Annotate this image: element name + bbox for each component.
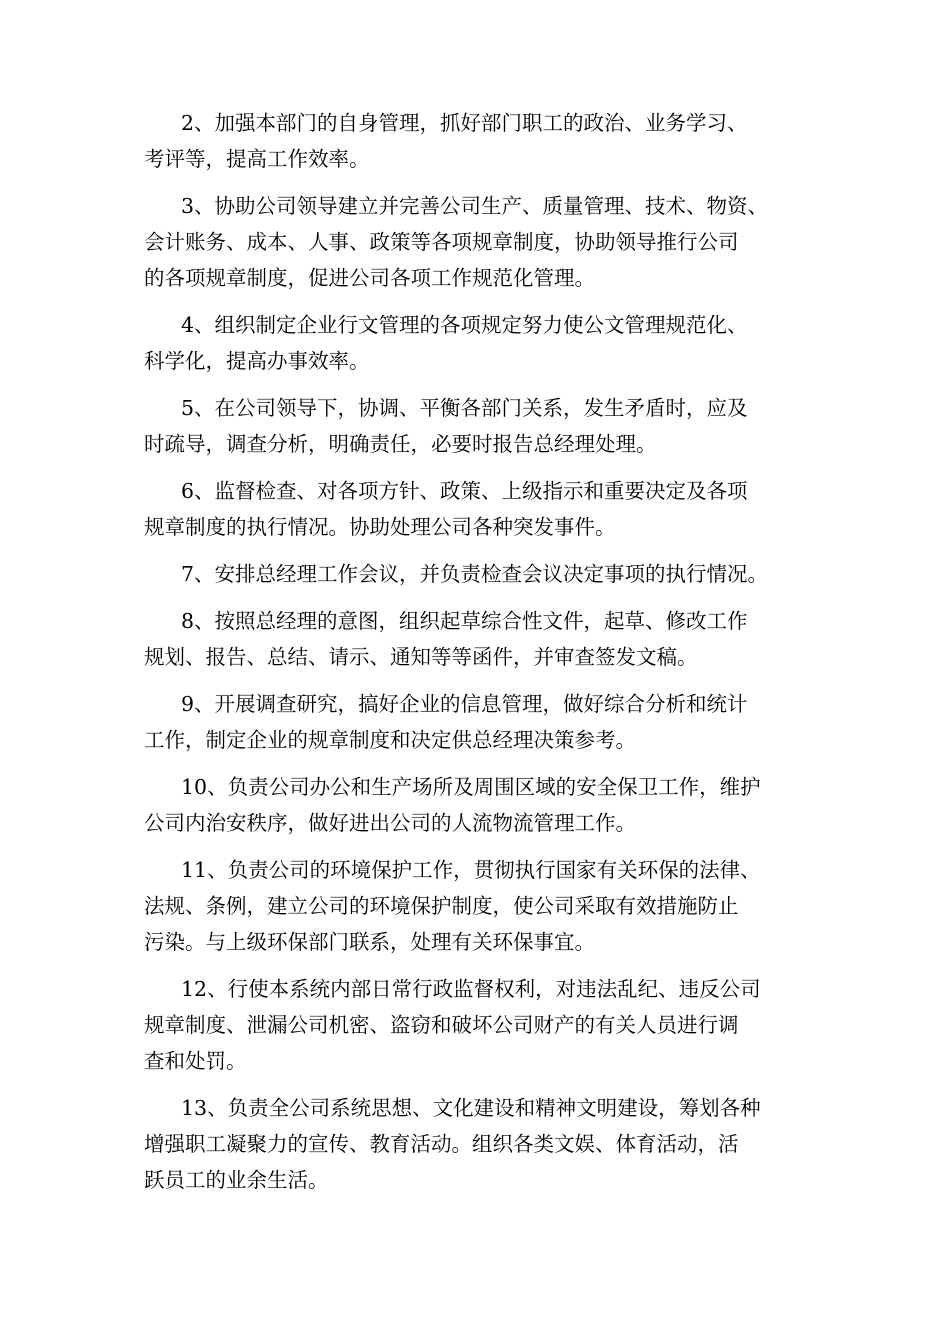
paragraph-item-8: 8、按照总经理的意图，组织起草综合性文件，起草、修改工作 规划、报告、总结、请示、通知等等函件，并审查签发文稿。 bbox=[144, 609, 748, 669]
paragraph-item-7: 7、安排总经理工作会议，并负责检查会议决定事项的执行情况。 bbox=[181, 562, 769, 586]
paragraph-item-6: 6、监督检查、对各项方针、政策、上级指示和重要决定及各项 规章制度的执行情况。协助处理公司各种突发事件。 bbox=[144, 479, 748, 539]
paragraph-item-2: 2、加强本部门的自身管理，抓好部门职工的政治、业务学习、 考评等，提高工作效率。 bbox=[144, 111, 748, 171]
paragraph-item-3: 3、协助公司领导建立并完善公司生产、质量管理、技术、物资、 会计账务、成本、人事、政策等各项规章制度，协助领导推行公司 的各项规章制度，促进公司各项工作规范化管理。 bbox=[144, 194, 769, 290]
paragraph-item-10: 10、负责公司办公和生产场所及周围区域的安全保卫工作，维护 公司内治安秩序，做好进出公司的人流物流管理工作。 bbox=[144, 775, 761, 835]
paragraph-item-13: 13、负责全公司系统思想、文化建设和精神文明建设，筹划各种 增强职工凝聚力的宣传、教育活动。组织各类文娱、体育活动，活 跃员工的业余生活。 bbox=[144, 1096, 761, 1192]
paragraph-item-9: 9、开展调查研究，搞好企业的信息管理，做好综合分析和统计 工作，制定企业的规章制度和决定供总经理决策参考。 bbox=[144, 692, 748, 752]
paragraph-item-5: 5、在公司领导下，协调、平衡各部门关系，发生矛盾时，应及 时疏导，调查分析，明确责任，必要时报告总经理处理。 bbox=[144, 396, 748, 456]
paragraph-item-11: 11、负责公司的环境保护工作，贯彻执行国家有关环保的法律、 法规、条例，建立公司的环境保护制度，使公司采取有效措施防止 污染。与上级环保部门联系，处理有关环保事宜。 bbox=[144, 858, 761, 954]
document-body bbox=[144, 105, 824, 1209]
paragraph-item-4: 4、组织制定企业行文管理的各项规定努力使公文管理规范化、 科学化，提高办事效率。 bbox=[144, 313, 748, 373]
paragraph-item-12: 12、行使本系统内部日常行政监督权利，对违法乱纪、违反公司 规章制度、泄漏公司机密、盗窃和破坏公司财产的有关人员进行调 查和处罚。 bbox=[144, 977, 761, 1073]
